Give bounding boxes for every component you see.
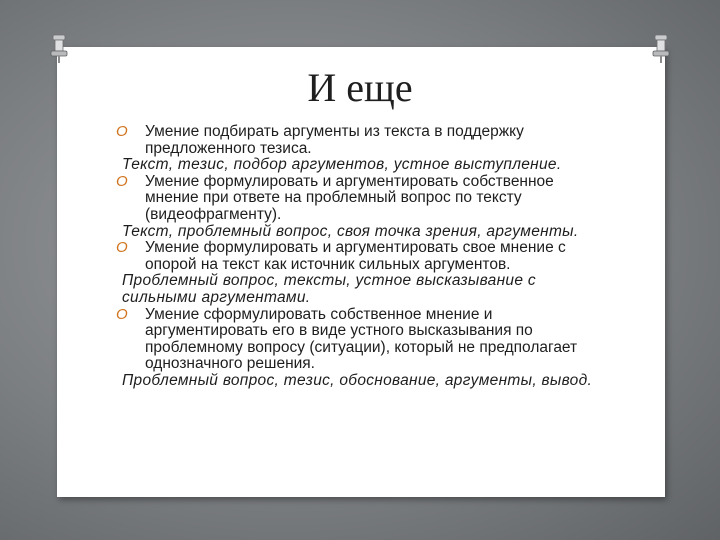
- slide-title: И еще: [307, 65, 413, 110]
- pushpin-icon: [48, 34, 70, 64]
- bullet-marker-icon: O: [116, 123, 128, 140]
- bullet-item: [116, 123, 607, 157]
- bullet-text: Умение формулировать и аргументировать свое мнение с опорой на текст как источник сильных аргументов.: [145, 239, 566, 273]
- keywords-note: Проблемный вопрос, тексты, устное высказывание с сильными аргументами.: [122, 272, 536, 306]
- pushpin-icon: [650, 34, 672, 64]
- keywords-note: Проблемный вопрос, тезис, обоснование, аргументы, вывод.: [122, 371, 593, 389]
- bullet-marker-icon: O: [116, 172, 128, 190]
- bullet-text: Умение подбирать аргументы из текста в поддержку предложенного тезиса.: [145, 123, 524, 157]
- bullet-marker-icon: O: [116, 305, 128, 323]
- keywords-note: Текст, проблемный вопрос, своя точка зрения, аргументы.: [122, 222, 579, 240]
- bullet-text: Умение сформулировать собственное мнение и аргументировать его в виде устного высказывания по проблемному вопросу (ситуации), который не предполагает однозначного решения.: [145, 305, 578, 373]
- bullet-marker-icon: O: [116, 239, 128, 257]
- bullet-text: Умение формулировать и аргументировать собственное мнение при ответе на проблемный вопрос по тексту (видеофрагменту).: [145, 172, 554, 223]
- keywords-note: Текст, тезис, подбор аргументов, устное выступление.: [122, 156, 562, 174]
- bullet-item: [116, 239, 607, 273]
- bullet-item: [116, 305, 607, 373]
- bullet-item: [116, 172, 607, 224]
- slide-content: [116, 123, 607, 390]
